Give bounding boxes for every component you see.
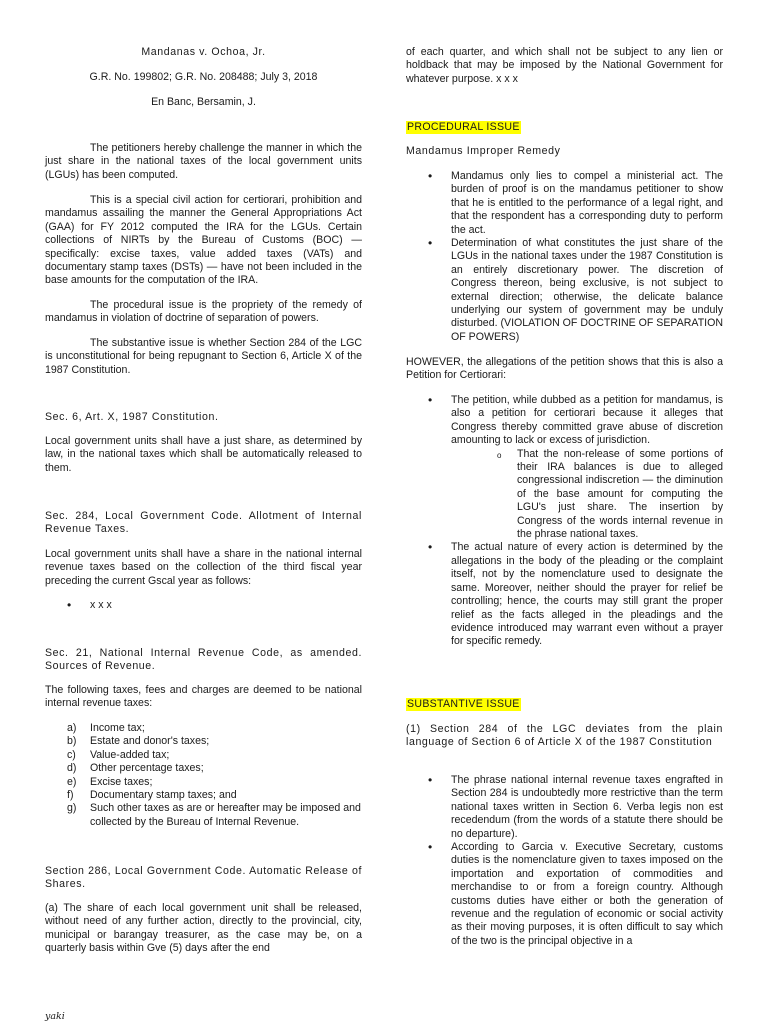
list-item: • The petition, while dubbed as a petition for mandamus, is also a petition for certiorari because it alleges that Congress thereby committed grave abuse of discretion amounting to lack or excess of jurisdiction. o That the non-release of some portions of their IRA balances is due to alleged congressional indiscretion — the diminution of the base amount for computing the LGU's just share. The insertion by Congress of the words internal revenue in the phrase national taxes. [406, 394, 723, 541]
list-item: • Mandamus only lies to compel a ministerial act. The burden of proof is on the mandamus petitioner to show that he is entitled to the performance of a legal right, and that the respondent has a corresponding duty to perform the act. [406, 170, 723, 237]
signature: yaki [45, 1011, 65, 1022]
paragraph-procedural-issue: The procedural issue is the propriety of the remedy of mandamus in violation of doctrine of separation of powers. [45, 299, 362, 325]
list-item: • The actual nature of every action is determined by the allegations in the body of the pleading or the complaint itself, not by the nomenclature used to designate the same. Moreover, neither should the prayer for relief be controlling; hence, the courts may still grant the proper relief as the facts alleged in the pleadings and the evidence introduced may warrant even without a prayer for specific remedy. [406, 541, 723, 648]
list-item: o That the non-release of some portions of their IRA balances is due to alleged congressional indiscretion — the diminution of the base amount for computing the LGU's just share. The insertion by Congress of the words internal revenue in the phrase national taxes. [473, 448, 723, 542]
sec6-text: Local government units shall have a just share, as determined by law, in the national taxes which shall be automatically released to them. [45, 435, 362, 474]
sec286-text: (a) The share of each local government unit shall be released, without need of any further action, directly to the provincial, city, municipal or barangay treasurer, as the case may be, on a quarterly basis within Gve (5) days after the end [45, 902, 362, 955]
substantive-issue-label: SUBSTANTIVE ISSUE [407, 698, 520, 710]
certiorari-bullets [406, 394, 723, 649]
case-title: Mandanas v. Ochoa, Jr. [141, 46, 266, 58]
list-item: • The phrase national internal revenue taxes engrafted in Section 284 is undoubtedly more restrictive than the term national taxes written in Section 6. Verba legis non est recedendum (from the words of a statute there should be no departure). [406, 774, 723, 841]
sec286-continuation: of each quarter, and which shall not be subject to any lien or holdback that may be imposed by the National Government for whatever purpose. x x x [406, 46, 723, 85]
procedural-bullets [406, 170, 723, 344]
sec284-heading: Sec. 284, Local Government Code. Allotment of Internal Revenue Taxes. [45, 510, 362, 536]
paragraph-substantive-issue: The substantive issue is whether Section 284 of the LGC is unconstitutional for being repugnant to Section 6, Article X of the 1987 Constitution. [45, 337, 362, 376]
list-item: e) Excise taxes; [67, 775, 153, 788]
list-item: c) Value-added tax; [67, 748, 170, 761]
list-item: g) Such other taxes as are or hereafter may be imposed and collected by the Bureau of Internal Revenue. [67, 802, 361, 828]
however-paragraph: HOWEVER, the allegations of the petition shows that this is also a Petition for Certiorari: [406, 356, 723, 382]
sec6-heading: Sec. 6, Art. X, 1987 Constitution. [45, 411, 219, 423]
list-item: • x x x [45, 599, 362, 612]
sec284-text: Local government units shall have a share in the national internal revenue taxes based on the collection of the third fiscal year preceding the current Gscal year as follows: [45, 548, 362, 587]
list-item: • According to Garcia v. Executive Secretary, customs duties is the nomenclature given to taxes imposed on the importation and exportation of commodities and merchandise to or from a foreign country. Although customs duties have either or both the generation of revenue and the regulation of economic or social activity as their moving purposes, it is often difficult to say which of the two is the principal objective in a [406, 841, 723, 948]
procedural-issue-label: PROCEDURAL ISSUE [407, 121, 520, 133]
mandamus-heading: Mandamus Improper Remedy [406, 145, 561, 157]
certiorari-sub-bullets [451, 448, 723, 542]
substantive-bullets [406, 774, 723, 948]
certiorari-block [406, 394, 723, 649]
paragraph-action: This is a special civil action for certiorari, prohibition and mandamus assailing the manner the General Appropriations Act (GAA) for FY 2012 computed the IRA for the LGUs. Certain collections of NIRTs by the Bureau of Customs (BOC) — specifically: excise taxes, value added taxes (VATs) and documentary stamp taxes (DSTs) — have not been included in the base amounts for the computation of the IRA. [45, 194, 362, 287]
tax-list [45, 722, 362, 829]
list-item: d) Other percentage taxes; [67, 762, 204, 775]
list-item: • Determination of what constitutes the just share of the LGUs in the national taxes under the 1987 Constitution is an entirely discretionary power. The discretion of Congress thereon, being exclusive, is not subject to external direction; otherwise, the delicate balance underlying our system of government may be unduly disturbed. (VIOLATION OF DOCTRINE OF SEPARATION OF POWERS) [406, 237, 723, 344]
list-item: f) Documentary stamp taxes; and [67, 789, 237, 802]
case-gr-number: G.R. No. 199802; G.R. No. 208488; July 3, 2018 [89, 71, 318, 83]
paragraph-challenge: The petitioners hereby challenge the manner in which the just share in the national taxes of the local government units (LGUs) has been computed. [45, 142, 362, 181]
case-court: En Banc, Bersamin, J. [151, 96, 256, 108]
substantive-issue-1: (1) Section 284 of the LGC deviates from the plain language of Section 6 of Article X of the 1987 Constitution [406, 723, 723, 749]
list-item: b) Estate and donor's taxes; [67, 735, 210, 748]
sec284-bullets [45, 599, 362, 612]
list-item: a) Income tax; [67, 722, 145, 734]
sec286-heading: Section 286, Local Government Code. Automatic Release of Shares. [45, 865, 362, 891]
sec21-heading: Sec. 21, National Internal Revenue Code, as amended. Sources of Revenue. [45, 647, 362, 673]
sec21-text: The following taxes, fees and charges are deemed to be national internal revenue taxes: [45, 684, 362, 710]
